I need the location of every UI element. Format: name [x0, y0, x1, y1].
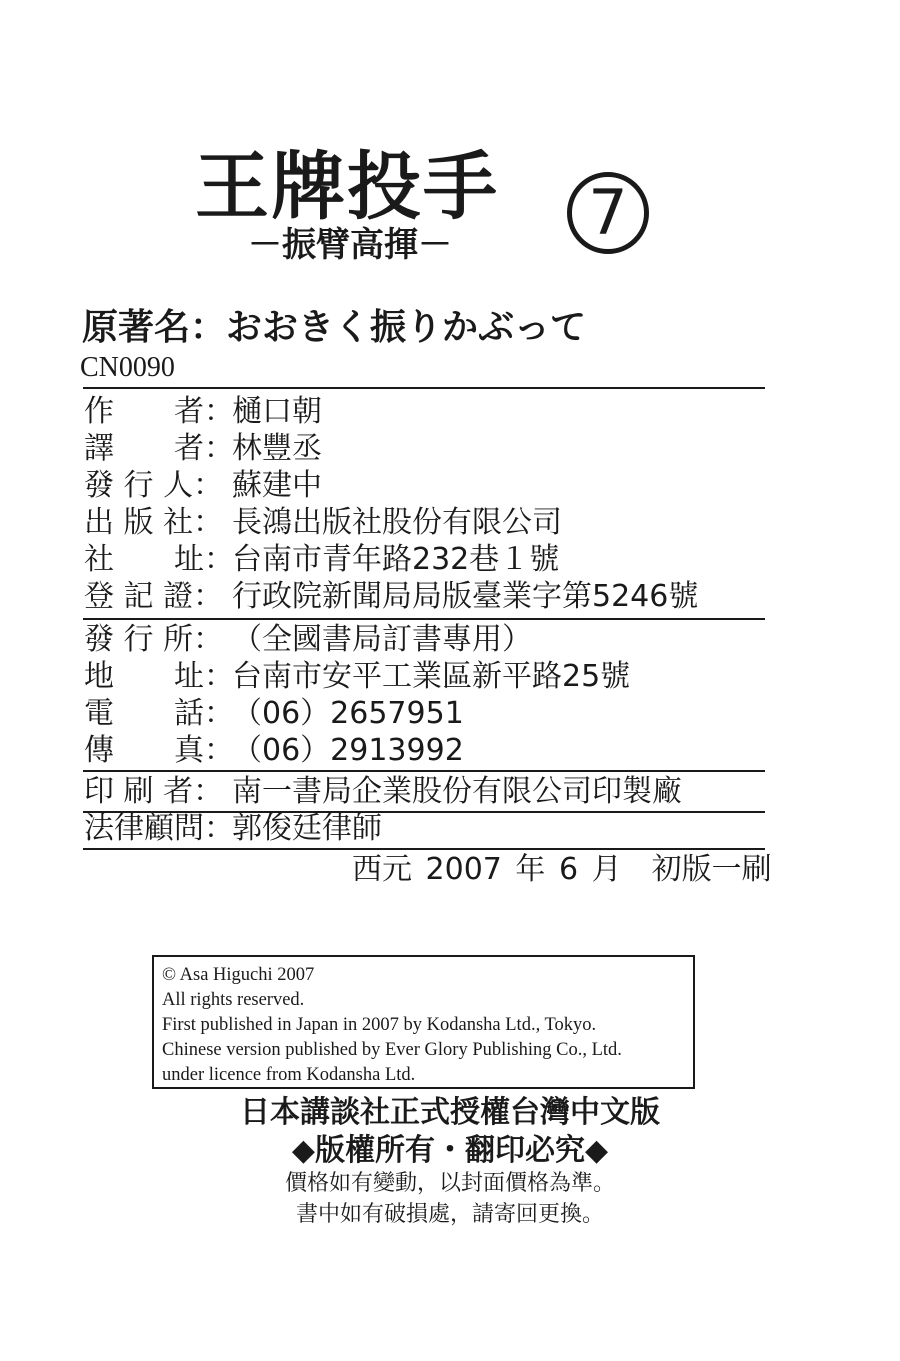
volume-number-circle: 7 [567, 172, 649, 254]
dist-row-phone [84, 696, 464, 732]
dist-value: （06）2657951 [232, 696, 464, 731]
dist-value: （06）2913992 [232, 733, 464, 768]
credit-label: 登 記 證： [84, 579, 224, 614]
rights-notice: ◆版權所有・翻印必究◆ [291, 1133, 609, 1168]
credit-row-translator [84, 431, 322, 467]
print-label: 印 刷 者： [84, 774, 224, 809]
damage-note: 書中如有破損處，請寄回更換。 [295, 1202, 604, 1227]
credit-value: 台南市青年路232巷１號 [232, 542, 560, 577]
credit-value: 長鴻出版社股份有限公司 [232, 505, 562, 540]
print-row-legal [84, 811, 382, 847]
dist-label: 電 話： [84, 696, 234, 731]
copyright-line: All rights reserved. [162, 990, 305, 1010]
print-row-printer [84, 774, 682, 810]
credit-label: 譯 者： [84, 431, 234, 466]
dist-row-address [84, 659, 630, 695]
authorization-notice: 日本講談社正式授權台灣中文版 [240, 1095, 660, 1130]
print-label: 法律顧問： [84, 811, 234, 846]
credit-row-address [84, 542, 559, 578]
credit-label: 出 版 社： [84, 505, 224, 540]
book-title: 王牌投手 [195, 144, 499, 230]
credit-row-publisher-person [84, 468, 322, 504]
credit-row-registration [84, 579, 698, 615]
dist-label: 發 行 所： [84, 622, 224, 657]
credit-value: 行政院新聞局局版臺業字第5246號 [232, 579, 699, 614]
credit-label: 社 址： [84, 542, 234, 577]
dist-row-fax [84, 733, 464, 769]
dist-label: 傳 真： [84, 733, 234, 768]
copyright-box [152, 955, 695, 1089]
dist-row-distributor [84, 622, 532, 658]
credit-label: 發 行 人： [84, 468, 224, 503]
price-note: 價格如有變動，以封面價格為準。 [284, 1171, 615, 1196]
credit-row-author [84, 394, 322, 430]
dist-label: 地 址： [84, 659, 234, 694]
print-value: 郭俊廷律師 [232, 811, 382, 846]
copyright-line: First published in Japan in 2007 by Kodansha Ltd., Tokyo. [162, 1015, 597, 1035]
divider [83, 618, 765, 620]
publication-date: 西元 2007 年 6 月 初版一刷 [352, 852, 772, 887]
credit-row-publisher [84, 505, 562, 541]
dist-value: 台南市安平工業區新平路25號 [232, 659, 631, 694]
divider [83, 387, 765, 389]
divider [83, 770, 765, 772]
divider [83, 848, 765, 850]
copyright-line: © Asa Higuchi 2007 [162, 965, 315, 985]
book-subtitle: －振臂高揮－ [248, 225, 452, 265]
dist-value: （全國書局訂書專用） [232, 622, 532, 657]
credit-label: 作 者： [84, 394, 234, 429]
copyright-line: under licence from Kodansha Ltd. [162, 1065, 416, 1085]
print-value: 南一書局企業股份有限公司印製廠 [232, 774, 682, 809]
original-title: 原著名：おおきく振りかぶって [82, 307, 587, 348]
credit-value: 樋口朝 [232, 394, 322, 429]
credit-value: 林豐丞 [232, 431, 322, 466]
credit-value: 蘇建中 [232, 468, 322, 503]
catalog-code: CN0090 [80, 352, 175, 383]
copyright-line: Chinese version published by Ever Glory Publishing Co., Ltd. [162, 1040, 622, 1060]
